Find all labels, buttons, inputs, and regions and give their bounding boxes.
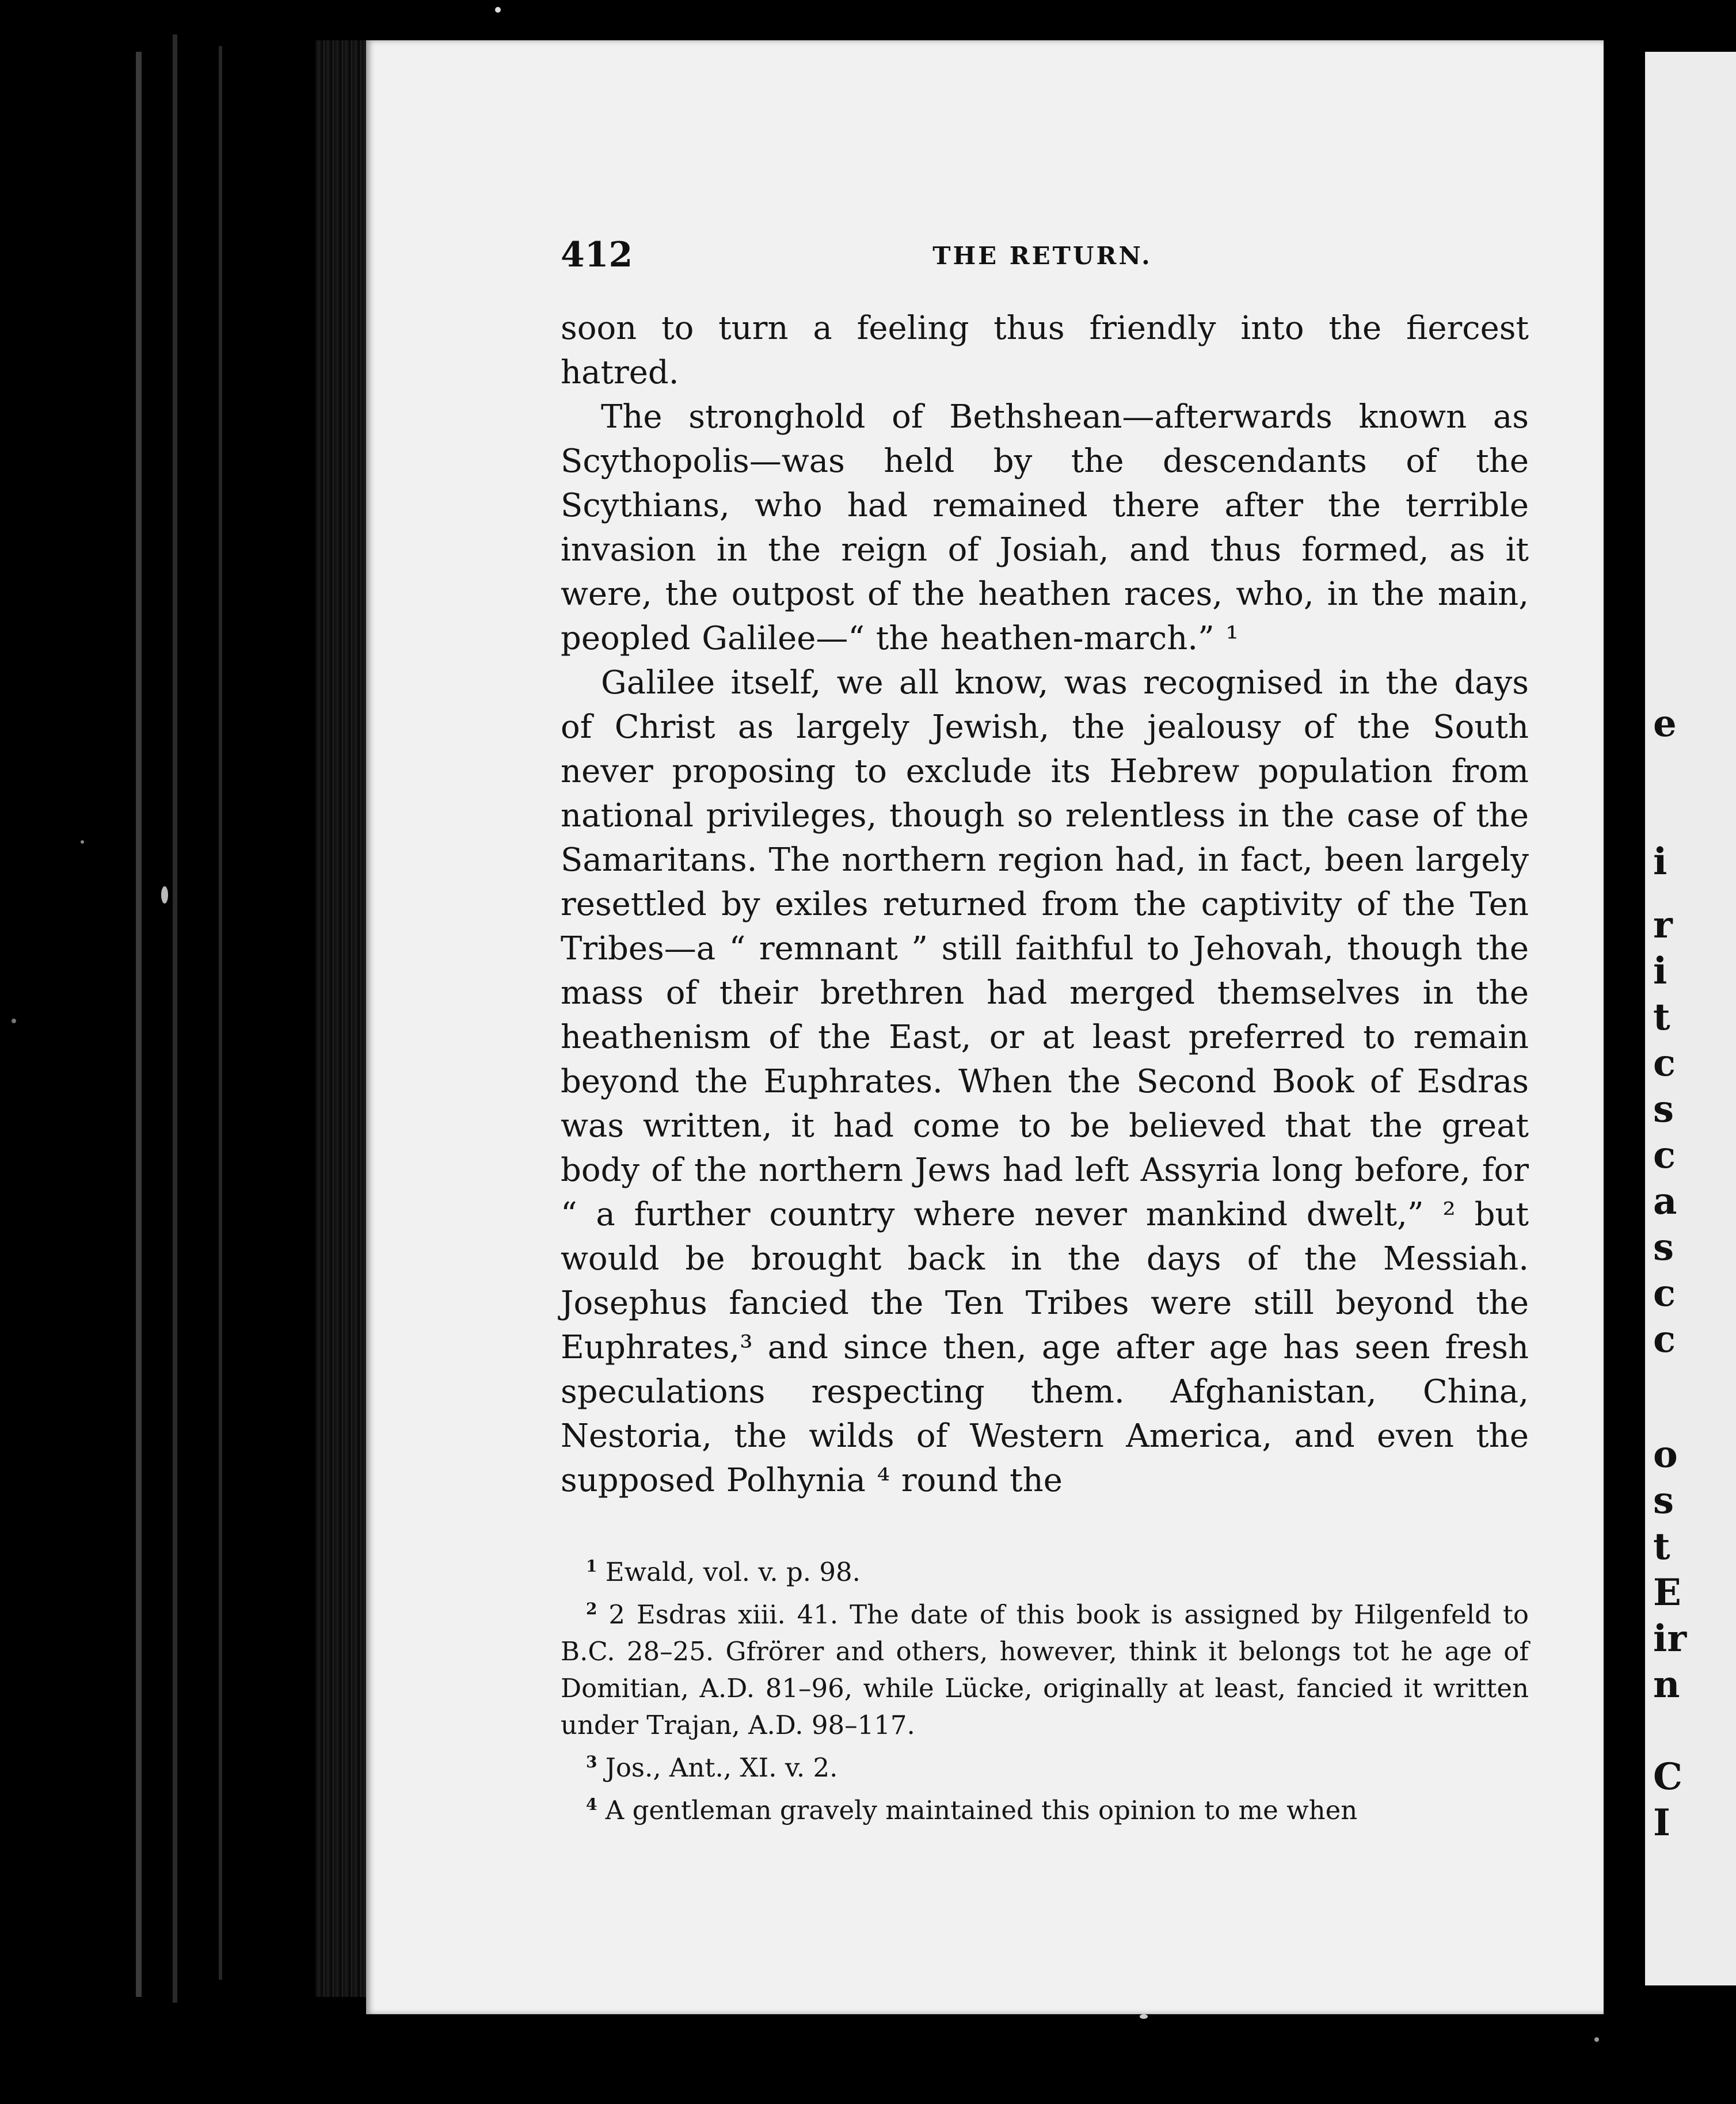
facing-page-letter: E (1653, 1571, 1681, 1614)
facing-page-letter: t (1653, 1525, 1670, 1568)
footnote-text: 2 Esdras xiii. 41. The date of this book is assigned by Hilgenfeld to B.C. 28–25. Gfrörer and others, however, think it belongs tot he age of Domitian, A.D. 81–96, while Lücke, originally at least, fancied it written under Trajan, A.D. 98–117. (561, 1599, 1529, 1740)
paragraph: The stronghold of Bethshean—afterwards known as Scythopolis—was held by the descendants of the Scythians, who had remained there after the terrible invasion in the reign of Josiah, and thus formed, as it were, the outpost of the heathen races, who, in the main, peopled Galilee—“ the heathen-march.” ¹ (561, 398, 1529, 657)
facing-page-letter: e (1653, 702, 1677, 745)
facing-page-letter: ir (1653, 1617, 1687, 1660)
footnote-text: Ewald, vol. v. p. 98. (605, 1557, 861, 1587)
footnote-text: Jos., Ant., XI. v. 2. (605, 1752, 838, 1783)
facing-page-edge (1645, 52, 1736, 1985)
facing-page-letter: r (1653, 904, 1673, 947)
facing-page-letter: n (1653, 1663, 1680, 1706)
book-edge-line (173, 35, 177, 2003)
scan-speck (1594, 2037, 1599, 2042)
scan-speck (495, 7, 501, 13)
scan-speck (161, 886, 168, 904)
facing-page-letter: o (1653, 1433, 1678, 1476)
running-head: THE RETURN. (932, 242, 1152, 270)
facing-page-letter: I (1653, 1801, 1670, 1844)
facing-page-letter: c (1653, 1134, 1676, 1177)
footnote (561, 1591, 1529, 1744)
footnotes (561, 1548, 1529, 1829)
book-edge-line (219, 46, 222, 1980)
facing-page-letter: i (1653, 950, 1668, 993)
facing-page-letter: c (1653, 1318, 1676, 1361)
book-edge-line (136, 52, 142, 1997)
page-number: 412 (561, 235, 633, 275)
facing-page-letter: c (1653, 1272, 1676, 1315)
footnote (561, 1786, 1529, 1829)
scan-speck (1140, 2014, 1148, 2019)
footnote-mark: 3 (586, 1752, 597, 1771)
footnote-text: A gentleman gravely maintained this opinion to me when (605, 1795, 1358, 1825)
facing-page-letter: s (1653, 1088, 1674, 1131)
facing-page-letter: c (1653, 1042, 1676, 1085)
paragraph: Galilee itself, we all know, was recognised in the days of Christ as largely Jewish, the jealousy of the South never proposing to exclude its Hebrew population from national privileges, though so relentless in the case of the Samaritans. The northern region had, in fact, been largely resettled by exiles returned from the captivity of the Ten Tribes—a “ remnant ” still faithful to Jehovah, though the mass of their brethren had merged themselves in the heathenism of the East, or at least preferred to remain beyond the Euphrates. When the Second Book of Esdras was written, it had come to be believed that the great body of the northern Jews had left Assyria long before, for “ a further country where never mankind dwelt,” ² but would be brought back in the days of the Messiah. Josephus fancied the Ten Tribes were still beyond the Euphrates,³ and since then, age after age has seen fresh speculations respecting them. Afghanistan, China, Nestoria, the wilds of Western America, and even the supposed Polhynia ⁴ round the (561, 664, 1529, 1499)
facing-page-letter: s (1653, 1479, 1674, 1522)
paragraph: soon to turn a feeling thus friendly into the fiercest hatred. (561, 310, 1529, 391)
facing-page-letter: i (1653, 840, 1668, 883)
footnote (561, 1548, 1529, 1591)
body-text (561, 306, 1529, 1503)
facing-page-letter: C (1653, 1755, 1682, 1798)
facing-page-letter: s (1653, 1226, 1674, 1269)
footnote-mark: 4 (586, 1795, 597, 1814)
scan-speck (12, 1019, 16, 1023)
facing-page-letter: a (1653, 1180, 1677, 1223)
footnote-mark: 1 (586, 1557, 597, 1576)
page-stack-edge (315, 40, 371, 1997)
page-header (561, 235, 1524, 287)
book-page (366, 40, 1604, 2014)
facing-page-letter: t (1653, 996, 1670, 1039)
footnote-mark: 2 (586, 1599, 597, 1618)
footnote (561, 1744, 1529, 1786)
scan-speck (81, 840, 84, 844)
